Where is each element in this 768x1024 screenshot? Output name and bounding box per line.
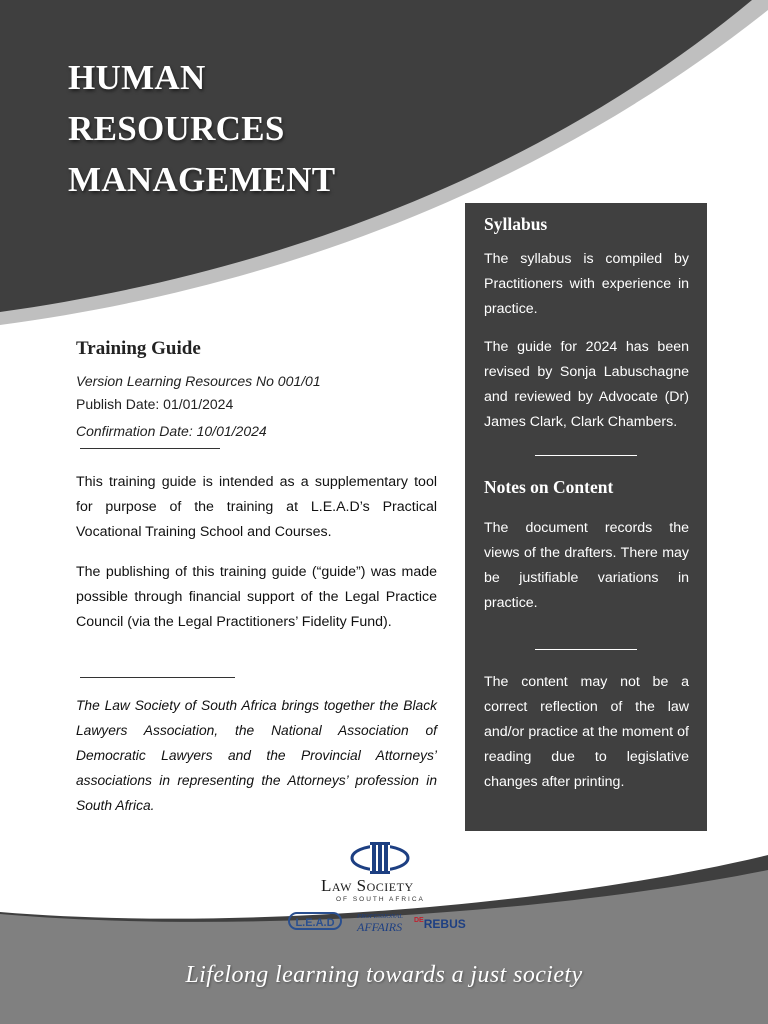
law-society-name: Law Society (321, 876, 414, 895)
notes-paragraph-2: The content may not be a correct reflection of the law and/or practice at the moment of reading due to legislative changes after printing. (484, 674, 689, 790)
title-line-2: RESOURCES (68, 109, 285, 148)
document-title (68, 52, 335, 205)
publish-date: Publish Date: 01/01/2024 (76, 396, 234, 412)
intro-paragraph: This training guide is intended as a supplementary tool for purpose of the training at L.E.A.D’s Practical Vocational Training School and Courses. (76, 474, 437, 540)
law-society-subtitle: OF SOUTH AFRICA (336, 896, 425, 903)
sidebar-divider-2 (535, 649, 637, 650)
professional-affairs-logo (357, 912, 403, 932)
funding-paragraph: The publishing of this training guide (“guide”) was made possible through financial support of the Legal Practice Council (via the Legal Practitioners’ Fidelity Fund). (76, 564, 437, 630)
notes-paragraph-1: The document records the views of the drafters. There may be justifiable variations in practice. (484, 520, 689, 611)
syllabus-paragraph-1: The syllabus is compiled by Practitioners with experience in practice. (484, 251, 689, 317)
notes-heading: Notes on Content (484, 477, 614, 497)
pa-small-text: PROFESSIONAL (357, 913, 403, 920)
title-line-1: HUMAN (68, 58, 206, 97)
sidebar-divider-1 (535, 455, 637, 456)
lead-logo: L.E.A.D (288, 912, 342, 930)
footer-tagline: Lifelong learning towards a just society (185, 962, 583, 988)
pa-large-text: AFFAIRS (357, 920, 403, 934)
divider-1 (80, 448, 220, 449)
training-guide-heading: Training Guide (76, 338, 201, 359)
syllabus-paragraph-2: The guide for 2024 has been revised by Sonja Labuschagne and reviewed by Advocate (Dr) James Clark, Clark Chambers. (484, 339, 689, 430)
title-line-3: MANAGEMENT (68, 160, 336, 199)
confirmation-date: Confirmation Date: 10/01/2024 (76, 423, 267, 439)
society-paragraph: The Law Society of South Africa brings together the Black Lawyers Association, the National Association of Democratic Lawyers and the Provincial Attorneys’ associations in representing the Attorneys’ profession in South Africa. (76, 698, 437, 813)
version-line: Version Learning Resources No 001/01 (76, 373, 321, 389)
syllabus-heading: Syllabus (484, 214, 548, 234)
de-rebus-prefix: DE (414, 917, 424, 924)
de-rebus-name: REBUS (423, 917, 466, 931)
law-society-emblem-icon (350, 842, 410, 876)
divider-2 (80, 677, 235, 678)
de-rebus-logo (414, 917, 466, 931)
